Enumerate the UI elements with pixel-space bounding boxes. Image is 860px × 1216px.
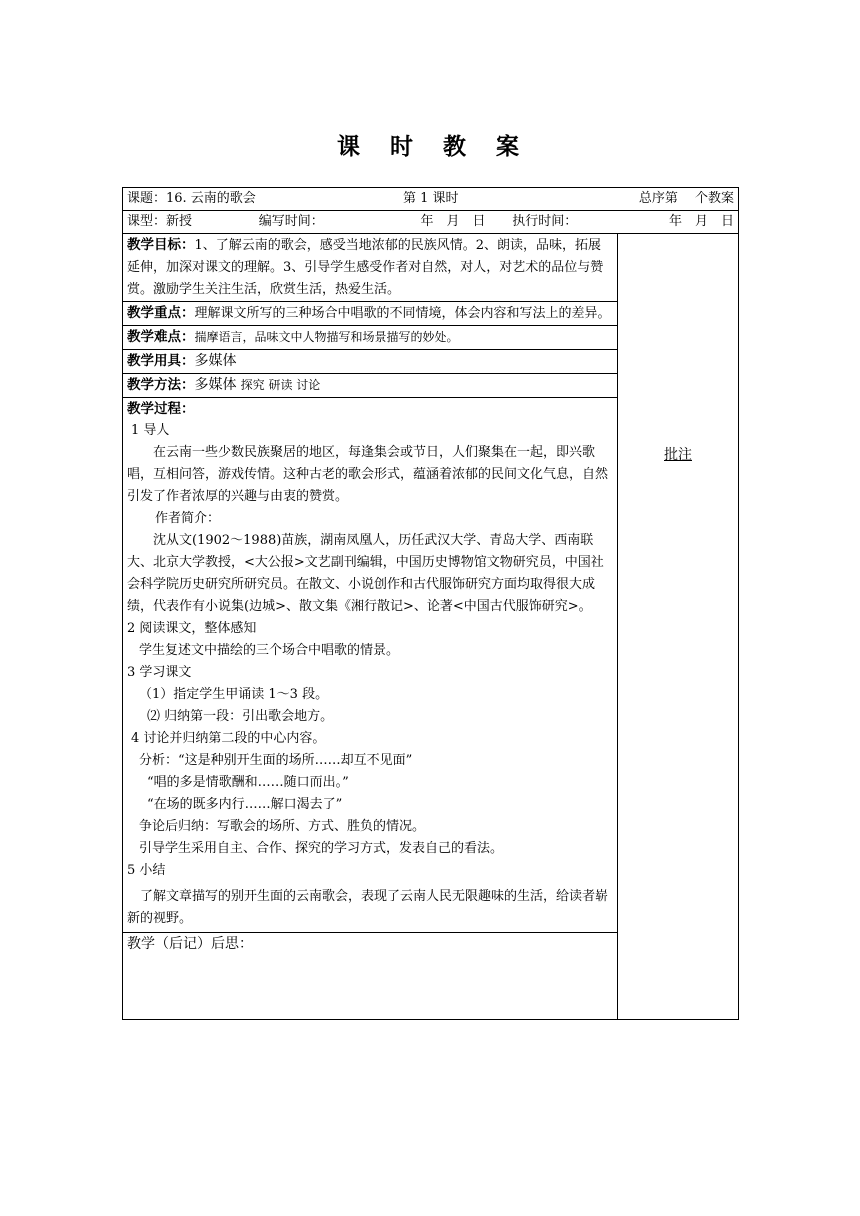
- section-2-line: 学生复述文中描绘的三个场合中唱歌的情景。: [139, 643, 400, 658]
- section-4-line-3: “在场的既多内行……解口渴去了”: [147, 797, 343, 812]
- title-char: 教: [443, 134, 470, 160]
- section-1-title: 1 导人: [131, 423, 170, 438]
- difficulties-text: 揣摩语言，品味文中人物描写和场景描写的妙处。: [194, 330, 459, 344]
- write-date: 年 月 日: [420, 214, 486, 229]
- author-title: 作者简介：: [155, 511, 221, 526]
- section-3-line-2: ⑵ 归纳第一段：引出歌会地方。: [147, 709, 334, 724]
- page-title: [0, 128, 860, 161]
- section-4-line-2: “唱的多是情歌酬和……随口而出。”: [147, 775, 349, 790]
- write-time-label: 编写时间：: [258, 214, 324, 229]
- lesson-type: 课型：新授: [127, 214, 193, 229]
- goals-row: [123, 234, 739, 302]
- lesson-plan-table: [122, 187, 739, 1020]
- tools-label: 教学用具：: [127, 353, 195, 369]
- title-char: 案: [496, 134, 523, 160]
- methods-label: 教学方法：: [127, 377, 195, 393]
- section-2-title: 2 阅读课文，整体感知: [127, 621, 257, 636]
- section-3-line-1: （1）指定学生甲诵读 1～3 段。: [139, 687, 329, 702]
- section-3-title: 3 学习课文: [127, 665, 192, 680]
- section-1-paragraph: 在云南一些少数民族聚居的地区，每逢集会或节日，人们聚集在一起，即兴歌唱，互相问答，游戏传情。这种古老的歌会形式，蕴涵着浓郁的民间文化气息，自然引发了作者浓厚的兴趣与由衷的赞赏。: [127, 445, 609, 504]
- reflection-label: 教学（后记）后思：: [127, 936, 253, 952]
- author-paragraph: 沈从文(1902～1988)苗族，湖南凤凰人，历任武汉大学、青岛大学、西南联大、北京大学教授，<大公报>文艺副刊编辑，中国历史博物馆文物研究员，中国社会科学院历史研究所研究员。在散文、小说创作和古代服饰研究方面均取得很大成绩，代表作有小说集(边城>、散文集《湘行散记>、论著<中国古代服饰研究>。: [127, 533, 604, 614]
- key-points-label: 教学重点：: [127, 305, 195, 321]
- methods-text: 多媒体: [194, 377, 237, 393]
- section-5-paragraph: 了解文章描写的别开生面的云南歌会，表现了云南人民无限趣味的生活，给读者崭新的视野。: [127, 889, 609, 926]
- process-label: 教学过程：: [127, 401, 195, 417]
- section-4-line-5: 引导学生采用自主、合作、探究的学习方式，发表自己的看法。: [139, 841, 504, 856]
- exec-date: 年 月 日: [669, 214, 735, 229]
- notes-label: 批注: [664, 447, 692, 463]
- section-4-line-1: 分析：“这是种别开生面的场所……却互不见面”: [139, 753, 413, 768]
- methods-subtext: 探究 研读 讨论: [240, 378, 321, 392]
- header-row-1: [123, 188, 739, 211]
- title-char: 课: [337, 134, 364, 160]
- exec-time-label: 执行时间：: [512, 214, 578, 229]
- section-4-title: 4 讨论并归纳第二段的中心内容。: [131, 731, 326, 746]
- header-row-2: [123, 211, 739, 234]
- difficulties-label: 教学难点：: [127, 329, 195, 345]
- serial-number: 总序第 个教案: [638, 191, 735, 206]
- topic: 课题：16. 云南的歌会: [127, 191, 256, 206]
- key-points-text: 理解课文所写的三种场合中唱歌的不同情境，体会内容和写法上的差异。: [194, 306, 611, 321]
- goals-text: 1、了解云南的歌会，感受当地浓郁的民族风情。2、朗读，品味，拓展延伸，加深对课文的理解。3、引导学生感受作者对自然，对人，对艺术的品位与赞赏。激励学生关注生活，欣赏生活，热爱生活。: [127, 238, 604, 297]
- lesson-number: 第 1 课时: [402, 191, 459, 206]
- notes-column: [618, 234, 739, 1020]
- section-5-title: 5 小结: [127, 863, 166, 878]
- tools-text: 多媒体: [194, 353, 237, 369]
- title-char: 时: [390, 134, 417, 160]
- goals-label: 教学目标：: [127, 237, 195, 253]
- section-4-line-4: 争论后归纳：写歌会的场所、方式、胜负的情况。: [139, 819, 426, 834]
